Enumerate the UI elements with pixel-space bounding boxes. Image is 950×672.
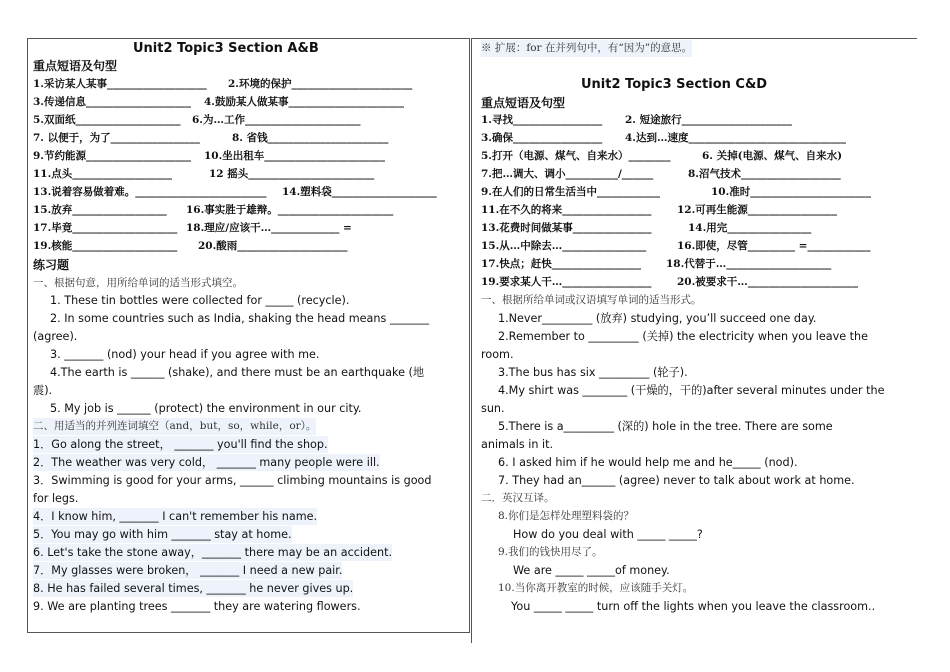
- right-part1-instruction: 一、根据所给单词或汉语填写单词的适当形式。: [481, 294, 702, 306]
- exercise-line: 1.Never_________ (放弃) studying, you’ll succeed one day.: [498, 312, 817, 325]
- exercise-line: 5．You may go with him _______ stay at home.: [33, 528, 292, 541]
- vocab-item: 12.可再生能源_________________: [677, 204, 838, 216]
- left-part2-instruction: 二、用适当的并列连词填空（and，but，so，while，or）。: [33, 418, 316, 435]
- exercise-line: 4．I know him, _______ I can't remember his name.: [33, 510, 318, 523]
- vocab-item: 20.被要求干…_____________________: [677, 276, 859, 288]
- vocab-item: 5.打开（电源、煤气、自来水）________: [481, 150, 671, 162]
- vocab-item: 1.采访某人某事___________________: [33, 78, 207, 90]
- extension-note: ※ 扩展：for 在并列句中，有“因为”的意思。: [481, 40, 692, 57]
- exercise-line: 3. _______ (nod) your head if you agree with me.: [50, 348, 320, 361]
- vocab-item: 15.放弃__________________: [33, 204, 167, 216]
- exercise-line: How do you deal with _____ _____?: [513, 528, 703, 541]
- exercise-line: You _____ _____ turn off the lights when you leave the classroom..: [511, 600, 876, 613]
- vocab-item: 6. 关掉(电源、煤气、自来水): [702, 150, 843, 162]
- exercise-line: (agree).: [33, 330, 78, 343]
- vocab-item: 7. 以便于，为了_________________: [33, 132, 200, 144]
- vocab-item: 16.即使，尽管_________ =____________: [677, 240, 871, 252]
- vocab-item: 10.坐出租车_______________________: [204, 150, 386, 162]
- vocab-item: 9.在人们的日常生活当中____________: [481, 186, 660, 198]
- vocab-item: 18.理应/应该干…_____________ =: [186, 222, 352, 234]
- exercise-line: 9.我们的钱快用尽了。: [498, 546, 603, 558]
- exercise-line: 2. In some countries such as India, shaking the head means _______: [50, 312, 430, 325]
- vocab-item: 2.环境的保护_______________________: [228, 78, 413, 90]
- exercise-line: 8.你们是怎样处理塑料袋的？: [498, 510, 635, 522]
- right-part2-instruction: 二．英汉互译。: [481, 492, 555, 504]
- exercise-line: We are _____ _____of money.: [513, 564, 670, 577]
- exercise-line: 1．Go along the street， _______ you'll find the shop.: [33, 438, 328, 451]
- exercise-line: 7. They had an______ (agree) never to talk about work at home.: [498, 474, 855, 487]
- exercise-line: 4.My shirt was ________ (干燥的，干的)after several minutes under the: [498, 384, 885, 397]
- vocab-item: 15.从…中除去…________________: [481, 240, 647, 252]
- exercise-line: 6. I asked him if he would help me and he_____ (nod).: [498, 456, 798, 469]
- exercise-line: 8. He has failed several times, _______ he never gives up.: [33, 582, 354, 595]
- vocab-item: 17.毕竟____________________: [33, 222, 178, 234]
- vocab-item: 3.确保_________________: [481, 132, 603, 144]
- vocab-item: 11.点头___________________: [33, 168, 173, 180]
- exercise-line: for legs.: [33, 492, 79, 505]
- vocab-item: 2. 短途旅行_____________________: [625, 114, 792, 126]
- vocab-item: 12 摇头________________________: [209, 168, 375, 180]
- right-heading: 重点短语及句型: [481, 96, 566, 110]
- exercise-line: 5. My job is ______ (protect) the environment in our city.: [50, 402, 362, 415]
- right-title: Unit2 Topic3 Section C&D: [581, 77, 768, 92]
- vocab-item: 6.为…工作______________________: [192, 114, 361, 126]
- vocab-item: 17.快点；赶快_________________: [481, 258, 642, 270]
- vocab-item: 19.要求某人干…_________________: [481, 276, 652, 288]
- left-part1-instruction: 一、根据句意，用所给单词的适当形式填空。: [33, 277, 243, 289]
- vocab-item: 4.鼓励某人做某事______________________: [204, 96, 404, 108]
- vocab-item: 16.事实胜于雄辩。______________________: [186, 204, 394, 216]
- vocab-item: 18.代替于…____________________: [666, 258, 832, 270]
- exercise-line: 6. Let's take the stone away，_______ there may be an accident.: [33, 546, 393, 559]
- exercise-line: 9. We are planting trees _______ they are watering flowers.: [33, 600, 361, 613]
- vocab-item: 9.节约能源____________________: [33, 150, 191, 162]
- exercise-line: sun.: [481, 402, 505, 415]
- exercise-line: 1. These tin bottles were collected for _____ (recycle).: [50, 294, 350, 307]
- vocab-item: 8. 省钱_______________________: [232, 132, 389, 144]
- vocab-item: 19.核能____________________: [33, 240, 178, 252]
- left-title: Unit2 Topic3 Section A&B: [133, 41, 319, 56]
- vocab-item: 13.说着容易做着难。_________________________: [33, 186, 267, 198]
- vocab-item: 10.准时_______________________: [711, 186, 872, 198]
- exercise-line: room.: [481, 348, 514, 361]
- exercise-line: 3.The bus has six _________ (轮子).: [498, 366, 688, 379]
- vocab-item: 1.寻找_________________: [481, 114, 603, 126]
- exercise-line: animals in it.: [481, 438, 554, 451]
- exercise-line: 震).: [33, 384, 53, 397]
- vocab-item: 8.沼气技术___________________: [688, 168, 841, 180]
- vocab-item: 4.达到…速度______________________________: [625, 132, 846, 144]
- exercise-line: 5.There is a_________ (深的) hole in the tree. There are some: [498, 420, 833, 433]
- vocab-item: 11.在不久的将来_________________: [481, 204, 652, 216]
- exercise-heading: 练习题: [33, 258, 70, 272]
- vocab-item: 3.传递信息____________________: [33, 96, 191, 108]
- exercise-line: 2.Remember to _________ (关掉) the electricity when you leave the: [498, 330, 869, 343]
- vocab-item: 20.酸雨_____________________: [198, 240, 348, 252]
- vocab-item: 13.花费时间做某事_______________: [481, 222, 652, 234]
- exercise-line: 3．Swimming is good for your arms, ______ climbing mountains is good: [33, 474, 432, 487]
- exercise-line: 2．The weather was very cold， _______ many people were ill.: [33, 456, 380, 469]
- vocab-item: 5.双面纸____________________: [33, 114, 181, 126]
- vocab-item: 7.把…调大、调小__________/______: [481, 168, 654, 180]
- left-heading: 重点短语及句型: [33, 59, 118, 73]
- exercise-line: 7．My glasses were broken， _______ I need a new pair.: [33, 564, 343, 577]
- vocab-item: 14.用完________________: [688, 222, 812, 234]
- exercise-line: 10.当你离开教室的时候，应该随手关灯。: [498, 582, 694, 594]
- vocab-item: 14.塑料袋____________________: [282, 186, 437, 198]
- exercise-line: 4.The earth is ______ (shake), and there must be an earthquake (地: [50, 366, 425, 379]
